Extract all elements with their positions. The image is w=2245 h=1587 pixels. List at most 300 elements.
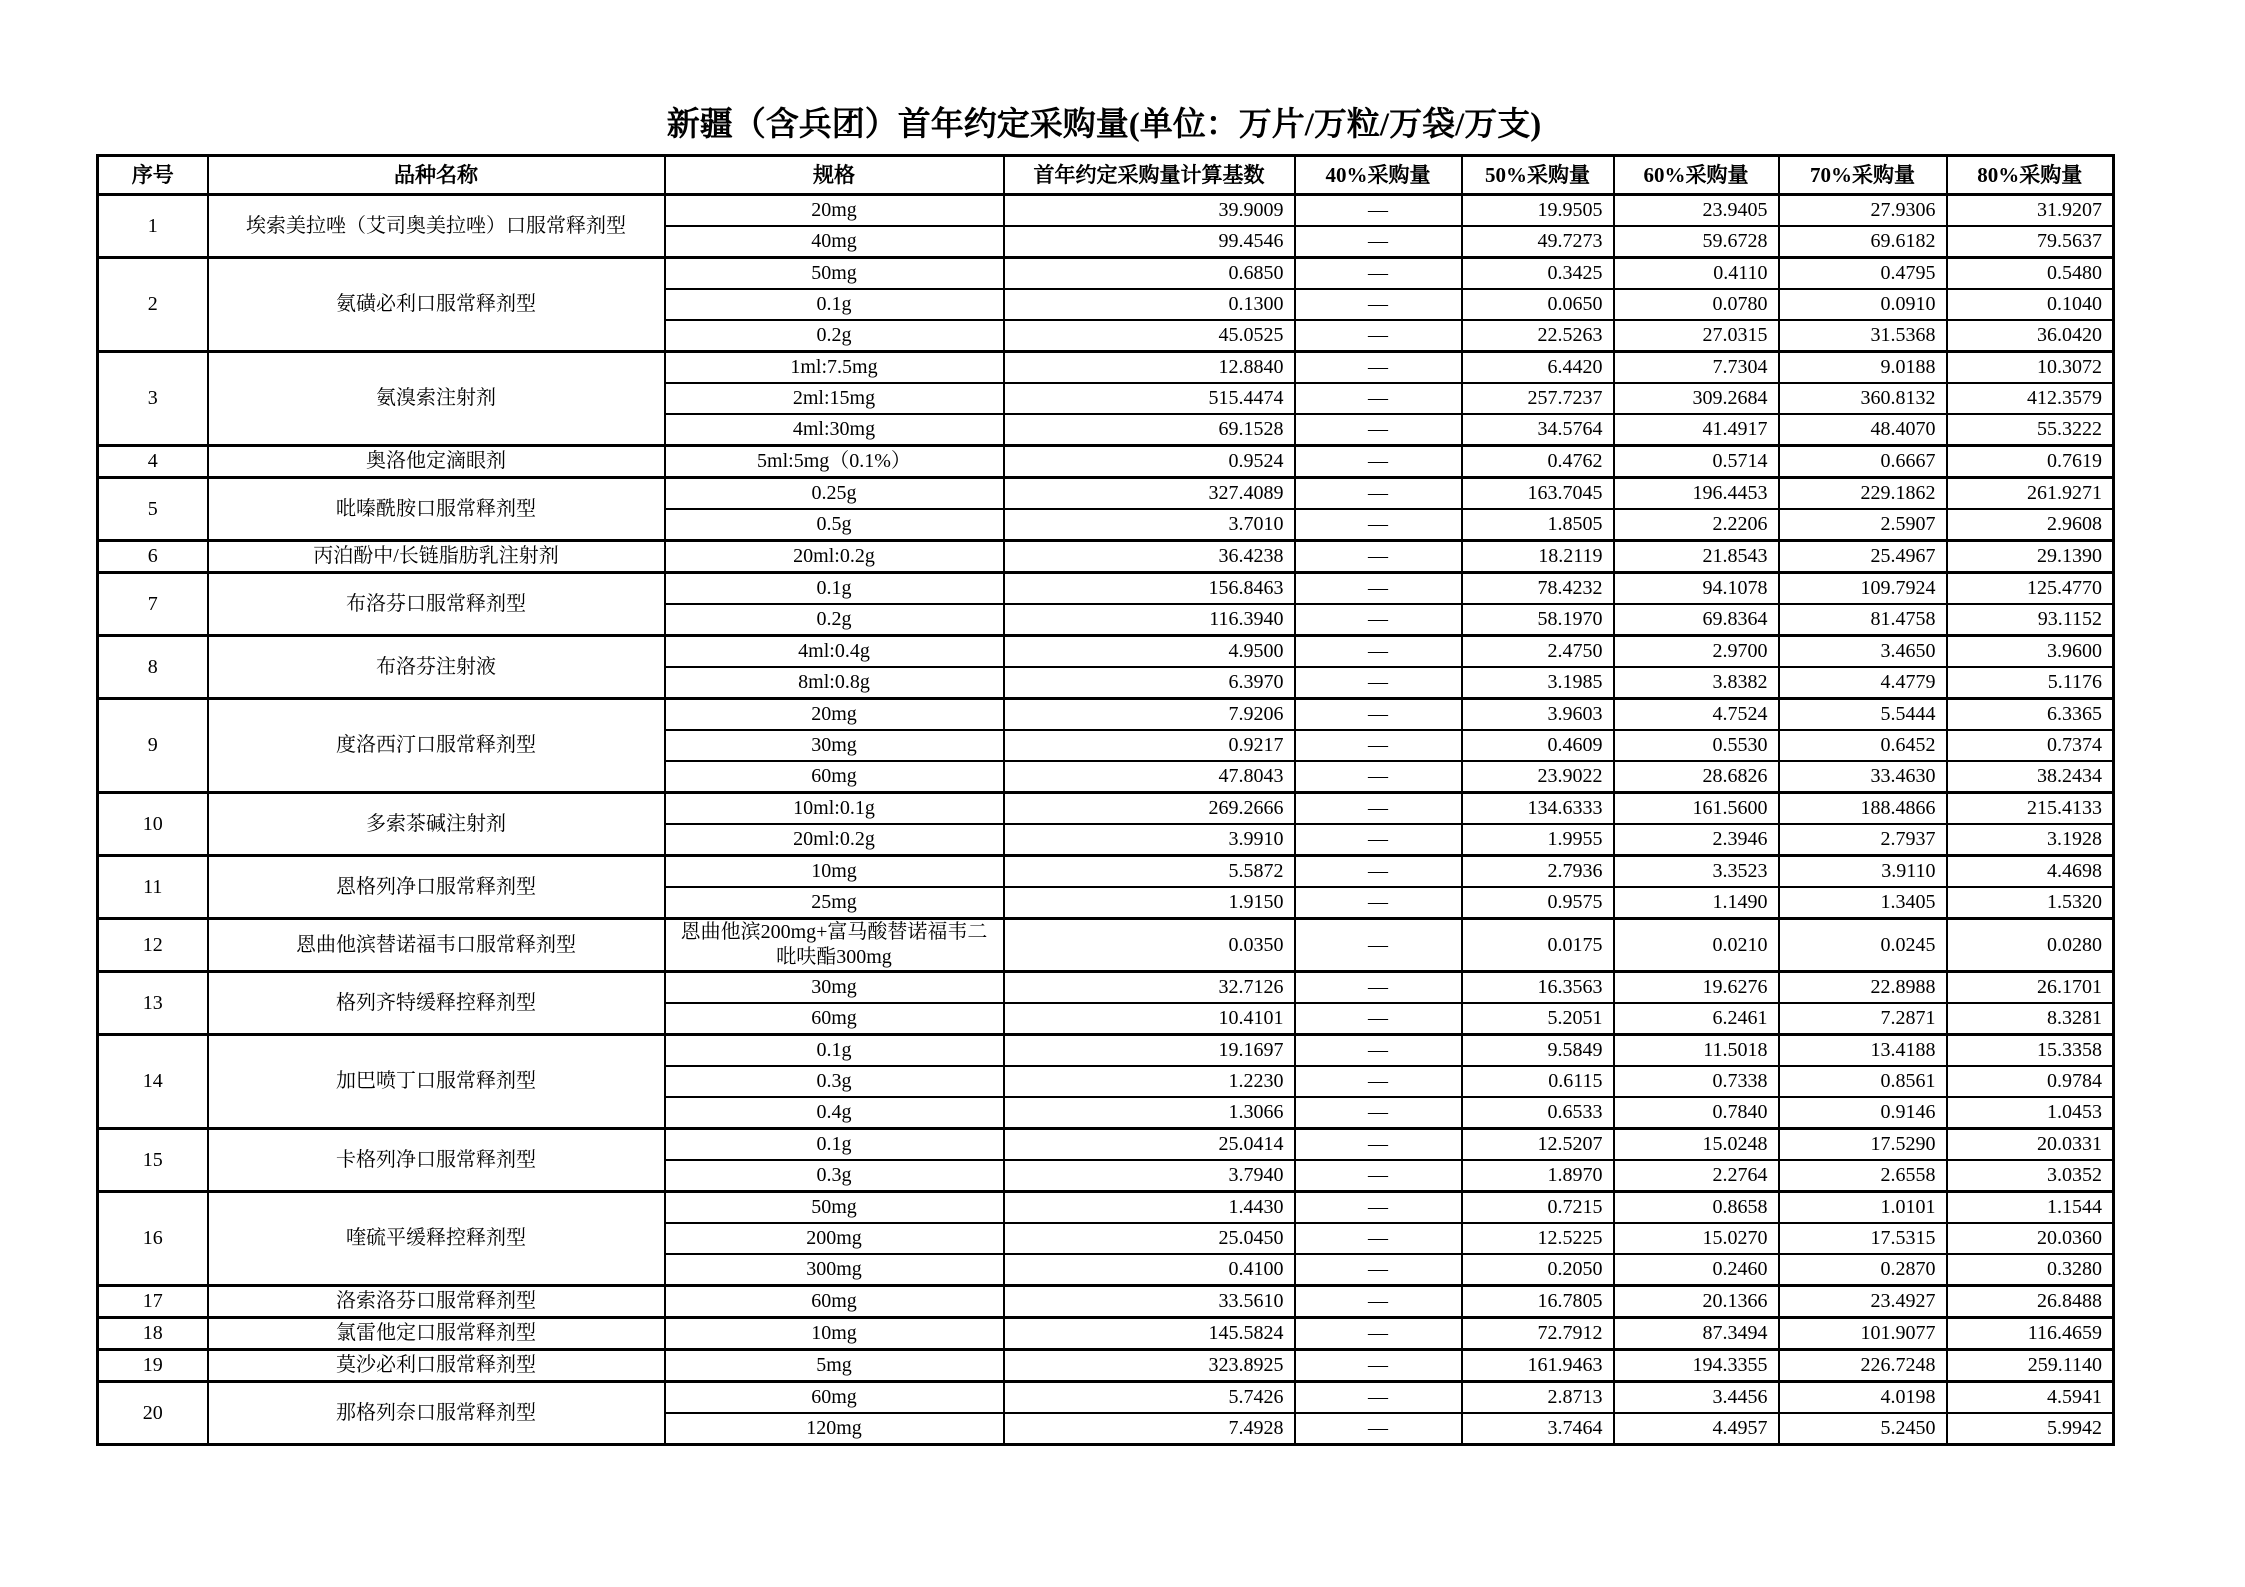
pct70-cell: 7.2871 [1779, 1003, 1947, 1035]
name-cell: 氯雷他定口服常释剂型 [208, 1318, 665, 1350]
spec-cell: 0.25g [665, 478, 1004, 510]
pct60-cell: 19.6276 [1614, 972, 1779, 1004]
pct70-cell: 0.0910 [1779, 289, 1947, 320]
column-header-seq: 序号 [98, 156, 208, 195]
name-cell: 布洛芬口服常释剂型 [208, 573, 665, 636]
pct60-cell: 161.5600 [1614, 793, 1779, 825]
pct50-cell: 16.3563 [1462, 972, 1614, 1004]
seq-cell: 8 [98, 636, 208, 699]
spec-cell: 5mg [665, 1350, 1004, 1382]
pct50-cell: 1.8970 [1462, 1160, 1614, 1192]
base-cell: 0.4100 [1004, 1254, 1295, 1286]
pct50-cell: 72.7912 [1462, 1318, 1614, 1350]
pct80-cell: 1.1544 [1947, 1192, 2114, 1224]
pct40-cell: — [1295, 761, 1462, 793]
base-cell: 1.4430 [1004, 1192, 1295, 1224]
pct40-cell: — [1295, 541, 1462, 573]
pct50-cell: 19.9505 [1462, 195, 1614, 227]
name-cell: 洛索洛芬口服常释剂型 [208, 1286, 665, 1318]
pct60-cell: 1.1490 [1614, 887, 1779, 919]
pct40-cell: — [1295, 478, 1462, 510]
pct70-cell: 0.6452 [1779, 730, 1947, 761]
pct70-cell: 0.6667 [1779, 446, 1947, 478]
pct50-cell: 161.9463 [1462, 1350, 1614, 1382]
name-cell: 加巴喷丁口服常释剂型 [208, 1035, 665, 1129]
pct80-cell: 259.1140 [1947, 1350, 2114, 1382]
name-cell: 氨磺必利口服常释剂型 [208, 258, 665, 352]
pct40-cell: — [1295, 972, 1462, 1004]
pct50-cell: 3.7464 [1462, 1413, 1614, 1445]
column-header-60pct: 60%采购量 [1614, 156, 1779, 195]
pct70-cell: 188.4866 [1779, 793, 1947, 825]
pct70-cell: 23.4927 [1779, 1286, 1947, 1318]
pct50-cell: 3.1985 [1462, 667, 1614, 699]
base-cell: 25.0414 [1004, 1129, 1295, 1161]
pct50-cell: 0.0175 [1462, 919, 1614, 972]
column-header-spec: 规格 [665, 156, 1004, 195]
pct40-cell: — [1295, 919, 1462, 972]
pct70-cell: 33.4630 [1779, 761, 1947, 793]
pct40-cell: — [1295, 414, 1462, 446]
seq-cell: 11 [98, 856, 208, 919]
name-cell: 喹硫平缓释控释剂型 [208, 1192, 665, 1286]
pct60-cell: 15.0248 [1614, 1129, 1779, 1161]
seq-cell: 2 [98, 258, 208, 352]
pct60-cell: 309.2684 [1614, 383, 1779, 414]
pct60-cell: 0.2460 [1614, 1254, 1779, 1286]
header-row [98, 156, 2114, 195]
pct40-cell: — [1295, 636, 1462, 668]
pct50-cell: 23.9022 [1462, 761, 1614, 793]
pct80-cell: 3.1928 [1947, 824, 2114, 856]
base-cell: 145.5824 [1004, 1318, 1295, 1350]
pct40-cell: — [1295, 289, 1462, 320]
pct50-cell: 0.6533 [1462, 1097, 1614, 1129]
table-row [98, 446, 2114, 478]
spec-cell: 0.1g [665, 289, 1004, 320]
name-cell: 氨溴索注射剂 [208, 352, 665, 446]
pct40-cell: — [1295, 824, 1462, 856]
pct80-cell: 0.7374 [1947, 730, 2114, 761]
pct60-cell: 69.8364 [1614, 604, 1779, 636]
pct40-cell: — [1295, 352, 1462, 384]
spec-cell: 50mg [665, 1192, 1004, 1224]
base-cell: 0.9217 [1004, 730, 1295, 761]
pct80-cell: 0.3280 [1947, 1254, 2114, 1286]
spec-cell: 1ml:7.5mg [665, 352, 1004, 384]
table-row [98, 1035, 2114, 1067]
pct70-cell: 226.7248 [1779, 1350, 1947, 1382]
name-cell: 那格列奈口服常释剂型 [208, 1382, 665, 1445]
pct40-cell: — [1295, 509, 1462, 541]
pct70-cell: 1.3405 [1779, 887, 1947, 919]
pct50-cell: 2.7936 [1462, 856, 1614, 888]
table-row [98, 636, 2114, 668]
pct60-cell: 2.9700 [1614, 636, 1779, 668]
pct40-cell: — [1295, 1003, 1462, 1035]
pct70-cell: 5.5444 [1779, 699, 1947, 731]
spec-cell: 0.2g [665, 320, 1004, 352]
spec-cell: 10mg [665, 856, 1004, 888]
pct50-cell: 0.3425 [1462, 258, 1614, 290]
pct40-cell: — [1295, 1192, 1462, 1224]
table-row [98, 793, 2114, 825]
spec-cell: 恩曲他滨200mg+富马酸替诺福韦二吡呋酯300mg [665, 919, 1004, 972]
seq-cell: 4 [98, 446, 208, 478]
name-cell: 恩格列净口服常释剂型 [208, 856, 665, 919]
base-cell: 4.9500 [1004, 636, 1295, 668]
pct70-cell: 109.7924 [1779, 573, 1947, 605]
pct50-cell: 0.0650 [1462, 289, 1614, 320]
name-cell: 布洛芬注射液 [208, 636, 665, 699]
spec-cell: 30mg [665, 730, 1004, 761]
pct60-cell: 41.4917 [1614, 414, 1779, 446]
pct50-cell: 3.9603 [1462, 699, 1614, 731]
pct40-cell: — [1295, 856, 1462, 888]
seq-cell: 12 [98, 919, 208, 972]
spec-cell: 0.1g [665, 1129, 1004, 1161]
spec-cell: 25mg [665, 887, 1004, 919]
table-row [98, 478, 2114, 510]
pct50-cell: 0.4609 [1462, 730, 1614, 761]
spec-cell: 60mg [665, 1286, 1004, 1318]
pct50-cell: 5.2051 [1462, 1003, 1614, 1035]
pct60-cell: 27.0315 [1614, 320, 1779, 352]
pct40-cell: — [1295, 1318, 1462, 1350]
table-row [98, 258, 2114, 290]
pct70-cell: 17.5315 [1779, 1223, 1947, 1254]
pct80-cell: 15.3358 [1947, 1035, 2114, 1067]
pct40-cell: — [1295, 320, 1462, 352]
pct80-cell: 20.0331 [1947, 1129, 2114, 1161]
pct80-cell: 26.1701 [1947, 972, 2114, 1004]
pct70-cell: 3.9110 [1779, 856, 1947, 888]
name-cell: 恩曲他滨替诺福韦口服常释剂型 [208, 919, 665, 972]
seq-cell: 6 [98, 541, 208, 573]
pct50-cell: 257.7237 [1462, 383, 1614, 414]
base-cell: 12.8840 [1004, 352, 1295, 384]
pct40-cell: — [1295, 226, 1462, 258]
column-header-80pct: 80%采购量 [1947, 156, 2114, 195]
pct40-cell: — [1295, 1254, 1462, 1286]
name-cell: 吡嗪酰胺口服常释剂型 [208, 478, 665, 541]
pct60-cell: 94.1078 [1614, 573, 1779, 605]
seq-cell: 20 [98, 1382, 208, 1445]
base-cell: 1.2230 [1004, 1066, 1295, 1097]
pct40-cell: — [1295, 1286, 1462, 1318]
spec-cell: 20ml:0.2g [665, 541, 1004, 573]
pct60-cell: 21.8543 [1614, 541, 1779, 573]
pct50-cell: 0.4762 [1462, 446, 1614, 478]
pct70-cell: 48.4070 [1779, 414, 1947, 446]
pct60-cell: 0.5530 [1614, 730, 1779, 761]
base-cell: 99.4546 [1004, 226, 1295, 258]
seq-cell: 14 [98, 1035, 208, 1129]
seq-cell: 19 [98, 1350, 208, 1382]
base-cell: 69.1528 [1004, 414, 1295, 446]
spec-cell: 0.3g [665, 1160, 1004, 1192]
pct50-cell: 0.7215 [1462, 1192, 1614, 1224]
spec-cell: 4ml:30mg [665, 414, 1004, 446]
pct60-cell: 3.4456 [1614, 1382, 1779, 1414]
pct50-cell: 163.7045 [1462, 478, 1614, 510]
base-cell: 116.3940 [1004, 604, 1295, 636]
pct70-cell: 1.0101 [1779, 1192, 1947, 1224]
pct70-cell: 0.4795 [1779, 258, 1947, 290]
pct60-cell: 7.7304 [1614, 352, 1779, 384]
pct80-cell: 20.0360 [1947, 1223, 2114, 1254]
base-cell: 32.7126 [1004, 972, 1295, 1004]
pct50-cell: 1.9955 [1462, 824, 1614, 856]
spec-cell: 20mg [665, 699, 1004, 731]
pct50-cell: 134.6333 [1462, 793, 1614, 825]
pct70-cell: 81.4758 [1779, 604, 1947, 636]
pct70-cell: 25.4967 [1779, 541, 1947, 573]
pct80-cell: 125.4770 [1947, 573, 2114, 605]
spec-cell: 4ml:0.4g [665, 636, 1004, 668]
spec-cell: 300mg [665, 1254, 1004, 1286]
base-cell: 323.8925 [1004, 1350, 1295, 1382]
pct80-cell: 3.0352 [1947, 1160, 2114, 1192]
pct80-cell: 1.5320 [1947, 887, 2114, 919]
base-cell: 1.9150 [1004, 887, 1295, 919]
pct70-cell: 17.5290 [1779, 1129, 1947, 1161]
seq-cell: 5 [98, 478, 208, 541]
pct40-cell: — [1295, 1413, 1462, 1445]
base-cell: 5.7426 [1004, 1382, 1295, 1414]
pct60-cell: 0.8658 [1614, 1192, 1779, 1224]
spec-cell: 50mg [665, 258, 1004, 290]
pct40-cell: — [1295, 1382, 1462, 1414]
procurement-table [96, 154, 2115, 1446]
pct60-cell: 194.3355 [1614, 1350, 1779, 1382]
pct60-cell: 2.2764 [1614, 1160, 1779, 1192]
spec-cell: 120mg [665, 1413, 1004, 1445]
pct70-cell: 4.0198 [1779, 1382, 1947, 1414]
pct70-cell: 0.9146 [1779, 1097, 1947, 1129]
spec-cell: 0.2g [665, 604, 1004, 636]
column-header-name: 品种名称 [208, 156, 665, 195]
name-cell: 埃索美拉唑（艾司奥美拉唑）口服常释剂型 [208, 195, 665, 258]
page-title: 新疆（含兵团）首年约定采购量(单位：万片/万粒/万袋/万支) [666, 107, 1542, 143]
table-row [98, 856, 2114, 888]
pct60-cell: 6.2461 [1614, 1003, 1779, 1035]
pct50-cell: 6.4420 [1462, 352, 1614, 384]
pct50-cell: 0.2050 [1462, 1254, 1614, 1286]
seq-cell: 15 [98, 1129, 208, 1192]
pct40-cell: — [1295, 793, 1462, 825]
base-cell: 327.4089 [1004, 478, 1295, 510]
pct40-cell: — [1295, 1223, 1462, 1254]
table-row [98, 1129, 2114, 1161]
pct70-cell: 0.8561 [1779, 1066, 1947, 1097]
pct80-cell: 215.4133 [1947, 793, 2114, 825]
spec-cell: 30mg [665, 972, 1004, 1004]
pct70-cell: 0.0245 [1779, 919, 1947, 972]
base-cell: 3.7940 [1004, 1160, 1295, 1192]
pct80-cell: 38.2434 [1947, 761, 2114, 793]
base-cell: 5.5872 [1004, 856, 1295, 888]
pct60-cell: 4.7524 [1614, 699, 1779, 731]
pct50-cell: 34.5764 [1462, 414, 1614, 446]
column-header-70pct: 70%采购量 [1779, 156, 1947, 195]
pct40-cell: — [1295, 699, 1462, 731]
pct40-cell: — [1295, 1066, 1462, 1097]
pct60-cell: 3.8382 [1614, 667, 1779, 699]
pct70-cell: 101.9077 [1779, 1318, 1947, 1350]
pct60-cell: 11.5018 [1614, 1035, 1779, 1067]
pct40-cell: — [1295, 667, 1462, 699]
pct40-cell: — [1295, 604, 1462, 636]
spec-cell: 8ml:0.8g [665, 667, 1004, 699]
base-cell: 10.4101 [1004, 1003, 1295, 1035]
spec-cell: 40mg [665, 226, 1004, 258]
base-cell: 156.8463 [1004, 573, 1295, 605]
pct70-cell: 9.0188 [1779, 352, 1947, 384]
table-row [98, 1382, 2114, 1414]
pct70-cell: 69.6182 [1779, 226, 1947, 258]
pct40-cell: — [1295, 1097, 1462, 1129]
spec-cell: 60mg [665, 1003, 1004, 1035]
pct40-cell: — [1295, 573, 1462, 605]
pct40-cell: — [1295, 887, 1462, 919]
pct80-cell: 412.3579 [1947, 383, 2114, 414]
pct60-cell: 0.0780 [1614, 289, 1779, 320]
seq-cell: 17 [98, 1286, 208, 1318]
pct50-cell: 49.7273 [1462, 226, 1614, 258]
base-cell: 1.3066 [1004, 1097, 1295, 1129]
pct70-cell: 31.5368 [1779, 320, 1947, 352]
pct70-cell: 3.4650 [1779, 636, 1947, 668]
seq-cell: 9 [98, 699, 208, 793]
base-cell: 39.9009 [1004, 195, 1295, 227]
pct40-cell: — [1295, 1160, 1462, 1192]
pct80-cell: 55.3222 [1947, 414, 2114, 446]
table-row [98, 699, 2114, 731]
pct40-cell: — [1295, 1129, 1462, 1161]
spec-cell: 10mg [665, 1318, 1004, 1350]
pct70-cell: 27.9306 [1779, 195, 1947, 227]
pct80-cell: 6.3365 [1947, 699, 2114, 731]
table-row [98, 1318, 2114, 1350]
pct50-cell: 18.2119 [1462, 541, 1614, 573]
table-row [98, 541, 2114, 573]
pct80-cell: 8.3281 [1947, 1003, 2114, 1035]
pct60-cell: 2.2206 [1614, 509, 1779, 541]
table-row [98, 919, 2114, 972]
pct80-cell: 0.5480 [1947, 258, 2114, 290]
pct50-cell: 0.9575 [1462, 887, 1614, 919]
name-cell: 奥洛他定滴眼剂 [208, 446, 665, 478]
pct80-cell: 1.0453 [1947, 1097, 2114, 1129]
seq-cell: 13 [98, 972, 208, 1035]
pct40-cell: — [1295, 1350, 1462, 1382]
pct80-cell: 261.9271 [1947, 478, 2114, 510]
spec-cell: 5ml:5mg（0.1%） [665, 446, 1004, 478]
name-cell: 莫沙必利口服常释剂型 [208, 1350, 665, 1382]
spec-cell: 200mg [665, 1223, 1004, 1254]
pct60-cell: 3.3523 [1614, 856, 1779, 888]
pct80-cell: 79.5637 [1947, 226, 2114, 258]
base-cell: 25.0450 [1004, 1223, 1295, 1254]
seq-cell: 7 [98, 573, 208, 636]
spec-cell: 0.3g [665, 1066, 1004, 1097]
pct60-cell: 196.4453 [1614, 478, 1779, 510]
spec-cell: 2ml:15mg [665, 383, 1004, 414]
pct50-cell: 0.6115 [1462, 1066, 1614, 1097]
pct80-cell: 31.9207 [1947, 195, 2114, 227]
base-cell: 6.3970 [1004, 667, 1295, 699]
pct50-cell: 12.5225 [1462, 1223, 1614, 1254]
table-row [98, 573, 2114, 605]
pct60-cell: 2.3946 [1614, 824, 1779, 856]
pct50-cell: 58.1970 [1462, 604, 1614, 636]
pct80-cell: 2.9608 [1947, 509, 2114, 541]
pct60-cell: 0.7338 [1614, 1066, 1779, 1097]
pct50-cell: 22.5263 [1462, 320, 1614, 352]
base-cell: 0.6850 [1004, 258, 1295, 290]
spec-cell: 0.5g [665, 509, 1004, 541]
base-cell: 33.5610 [1004, 1286, 1295, 1318]
pct80-cell: 0.0280 [1947, 919, 2114, 972]
pct70-cell: 360.8132 [1779, 383, 1947, 414]
column-header-50pct: 50%采购量 [1462, 156, 1614, 195]
base-cell: 7.4928 [1004, 1413, 1295, 1445]
pct80-cell: 10.3072 [1947, 352, 2114, 384]
spec-cell: 60mg [665, 1382, 1004, 1414]
pct70-cell: 22.8988 [1779, 972, 1947, 1004]
seq-cell: 16 [98, 1192, 208, 1286]
base-cell: 0.0350 [1004, 919, 1295, 972]
base-cell: 7.9206 [1004, 699, 1295, 731]
seq-cell: 1 [98, 195, 208, 258]
table-row [98, 1192, 2114, 1224]
pct70-cell: 0.2870 [1779, 1254, 1947, 1286]
table-row [98, 1350, 2114, 1382]
spec-cell: 20ml:0.2g [665, 824, 1004, 856]
pct60-cell: 0.7840 [1614, 1097, 1779, 1129]
pct50-cell: 12.5207 [1462, 1129, 1614, 1161]
pct80-cell: 0.7619 [1947, 446, 2114, 478]
base-cell: 269.2666 [1004, 793, 1295, 825]
pct50-cell: 78.4232 [1462, 573, 1614, 605]
base-cell: 45.0525 [1004, 320, 1295, 352]
pct50-cell: 2.4750 [1462, 636, 1614, 668]
spec-cell: 10ml:0.1g [665, 793, 1004, 825]
pct80-cell: 29.1390 [1947, 541, 2114, 573]
pct60-cell: 0.5714 [1614, 446, 1779, 478]
pct80-cell: 0.1040 [1947, 289, 2114, 320]
pct40-cell: — [1295, 1035, 1462, 1067]
pct80-cell: 5.9942 [1947, 1413, 2114, 1445]
spec-cell: 0.1g [665, 1035, 1004, 1067]
base-cell: 3.7010 [1004, 509, 1295, 541]
pct60-cell: 23.9405 [1614, 195, 1779, 227]
table-row [98, 195, 2114, 227]
pct60-cell: 59.6728 [1614, 226, 1779, 258]
pct60-cell: 15.0270 [1614, 1223, 1779, 1254]
spec-cell: 20mg [665, 195, 1004, 227]
base-cell: 0.1300 [1004, 289, 1295, 320]
name-cell: 丙泊酚中/长链脂肪乳注射剂 [208, 541, 665, 573]
pct80-cell: 93.1152 [1947, 604, 2114, 636]
pct50-cell: 1.8505 [1462, 509, 1614, 541]
pct80-cell: 116.4659 [1947, 1318, 2114, 1350]
seq-cell: 3 [98, 352, 208, 446]
base-cell: 36.4238 [1004, 541, 1295, 573]
pct60-cell: 0.4110 [1614, 258, 1779, 290]
table-body [98, 195, 2114, 1445]
